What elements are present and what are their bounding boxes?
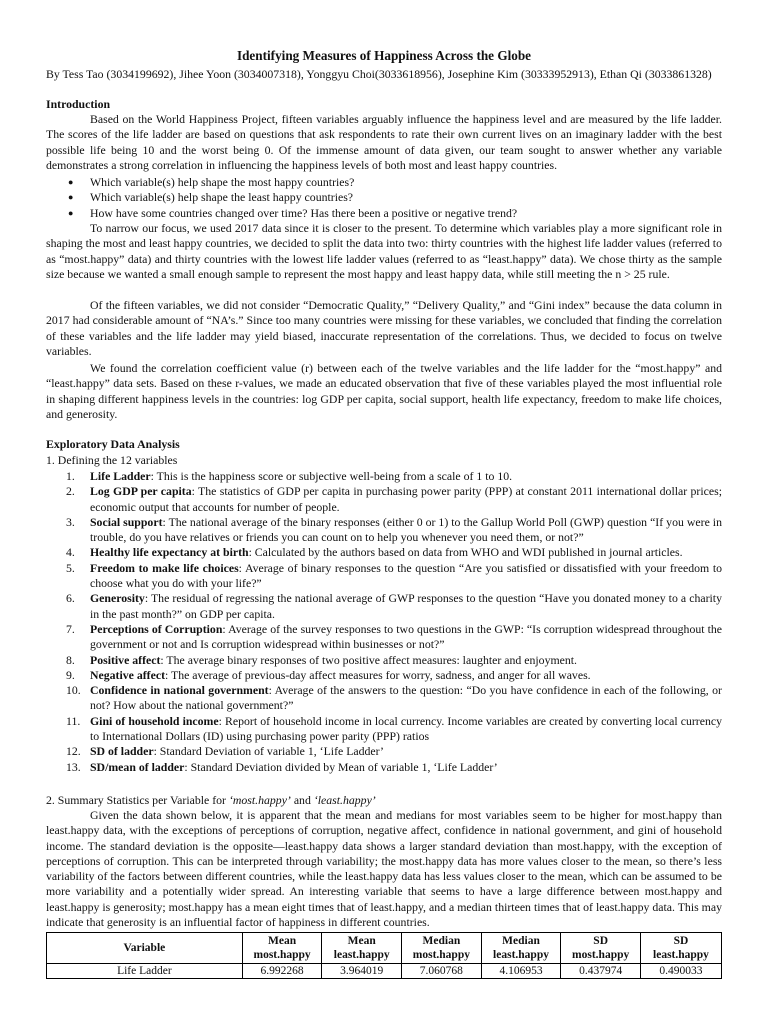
variable-description: : Report of household income in local currency. Income variables are created by converting local currency to International Dollars (ID) using purchasing power parity (PPP) ratios	[90, 713, 723, 744]
list-item	[46, 653, 722, 668]
variable-name: Generosity	[90, 591, 145, 606]
variable-name: Negative affect	[90, 667, 165, 682]
variable-name: Perceptions of Corruption	[90, 621, 223, 636]
intro-paragraph-2: To narrow our focus, we used 2017 data since it is closer to the present. To determine which variables play a more significant role in shaping the most and least happy countries, we decided to split the data into two: thirty countries with the highest life ladder values (referred to as “most.happy” data) and thirty countries with the lowest life ladder values (referred to as “least.happy” data). We chose thirty as the sample size because we wanted a small enough sample to represent the most happy and least happy data, while still meeting the n > 25 rule.	[46, 221, 722, 281]
table-cell: 4.106953	[481, 964, 561, 979]
table-header-median-most: Median most.happy	[402, 933, 482, 964]
variable-name: Social support	[90, 514, 163, 529]
table-header-median-least: Median least.happy	[481, 933, 561, 964]
intro-paragraph-3: Of the fifteen variables, we did not consider “Democratic Quality,” “Delivery Quality,” and “Gini index” because the data column in 2017 had considerable amount of “NA’s.” Since too many countries were missing for these variables, we concluded that finding the correlation of these variables and the life ladder may yield biased, inaccurate representation of the correlations. Thus, we decided to focus on twelve variables.	[46, 298, 722, 358]
list-number: 2.	[66, 484, 75, 499]
summary-statistics-table	[46, 932, 722, 979]
table-header-sd-least: SD least.happy	[640, 933, 721, 964]
list-item	[46, 469, 722, 484]
variable-name: Life Ladder	[90, 469, 151, 483]
variable-name: Log GDP per capita	[90, 484, 192, 499]
list-number: 4.	[66, 545, 75, 560]
list-item: ● Which variable(s) help shape the least happy countries?	[46, 190, 722, 205]
table-row	[47, 964, 722, 979]
variable-description: : The average of previous-day affect measures for worry, sadness, and anger for all waves.	[165, 667, 591, 682]
list-number: 11.	[66, 713, 81, 728]
list-item	[46, 591, 722, 622]
variable-description: : The statistics of GDP per capita in purchasing power parity (PPP) at constant 2011 international dollar prices; economic output that accounts for number of people.	[90, 484, 722, 514]
variable-name: SD/mean of ladder	[90, 759, 185, 774]
intro-paragraph-1: Based on the World Happiness Project, fifteen variables arguably influence the happiness level and are measured by the life ladder. The scores of the life ladder are based on questions that ask respondents to rate their own current lives on an imaginary ladder with the best possible life being 10 and the worst being 0. Of the immense amount of data given, our team sought to answer whether any variable demonstrates a strong correlation in influencing the happiness levels of both most and least happy countries.	[46, 112, 722, 172]
table-cell: 3.964019	[322, 964, 402, 979]
variable-description: : The residual of regressing the national average of GWP responses to the question “Have you donated money to a charity in the past month?” on GDP per capita.	[90, 591, 722, 621]
variable-name: Confidence in national government	[90, 683, 269, 698]
variable-description: : The national average of the binary responses (either 0 or 1) to the Gallup World Poll (GWP) question “If you were in trouble, do you have relatives or friends you can count on to help you whenever you need them, or not?”	[90, 514, 722, 545]
table-header-sd-most: SD most.happy	[561, 933, 641, 964]
table-header-mean-most: Mean most.happy	[242, 933, 322, 964]
list-item	[46, 714, 722, 745]
subheading-and: and	[290, 793, 314, 807]
variable-description: : Average of binary responses to the question “Are you satisfied or dissatisfied with your freedom to choose what you do with your life?”	[90, 560, 722, 591]
list-item	[46, 668, 722, 683]
list-item	[46, 683, 722, 714]
table-header-variable: Variable	[47, 933, 243, 964]
author-line: By Tess Tao (3034199692), Jihee Yoon (3034007318), Yonggyu Choi(3033618956), Josephine Kim (30333952913), Ethan Qi (3033861328)	[46, 67, 712, 81]
list-item	[46, 484, 722, 515]
table-cell: 7.060768	[402, 964, 482, 979]
variable-description: : Average of the survey responses to two questions in the GWP: “Is corruption widespread throughout the government or not and Is corruption widespread within businesses or not?”	[90, 621, 722, 652]
list-item	[46, 561, 722, 592]
intro-heading: Introduction	[46, 97, 111, 111]
variable-name: Gini of household income	[90, 713, 219, 728]
variable-description: : Average of the answers to the question: “Do you have confidence in each of the following, or not? How about the national government?”	[90, 683, 722, 713]
variable-description: : Standard Deviation divided by Mean of variable 1, ‘Life Ladder’	[184, 759, 498, 774]
variable-description: : Calculated by the authors based on data from WHO and WDI published in journal articles.	[248, 545, 683, 560]
eda-subheading-1: 1. Defining the 12 variables	[46, 453, 178, 467]
variable-name: SD of ladder	[90, 744, 154, 759]
subheading-most-happy: ‘most.happy’	[228, 793, 291, 807]
intro-paragraph-4: We found the correlation coefficient value (r) between each of the twelve variables and the life ladder for the “most.happy” and “least.happy” data sets. Based on these r-values, we made an educated observation that five of these variables played the most influential role in shaping different happiness levels in the countries: log GDP per capita, social support, health life expectancy, freedom to make life choices, and generosity.	[46, 361, 722, 421]
list-item	[46, 760, 722, 775]
variable-name: Freedom to make life choices	[90, 560, 239, 575]
list-number: 1.	[66, 469, 75, 483]
table-cell: 0.437974	[561, 964, 641, 979]
page-title: Identifying Measures of Happiness Across the Globe	[236, 48, 532, 63]
list-number: 12.	[66, 744, 81, 759]
variable-name: Positive affect	[90, 652, 161, 667]
summary-paragraph: Given the data shown below, it is apparent that the mean and medians for most variables seem to be higher for most.happy than least.happy data, with the exceptions of perceptions of corruption, negative affect, confidence in national government, and gini of household income. The standard deviation is the opposite—least.happy data shows a larger standard deviation than most.happy, with the exception of perceptions of corruption. This can be interpreted through variability; the most.happy data has more values closer to the mean, so there’s less variability of the factors between different countries, while the least.happy data has less values closer to the mean, which can be assumed to be more variability and a potentially wider spread. An interesting variable that seems to have a large difference between most.happy and least.happy is generosity; most.happy has a mean eight times that of least.happy, and a median thirteen times that of least.happy data. This may indicate that generosity is an influential factor of happiness in different countries.	[46, 808, 722, 930]
table-cell: Life Ladder	[47, 964, 243, 979]
eda-subheading-2	[46, 793, 722, 808]
research-questions-list	[46, 175, 722, 221]
list-item	[46, 545, 722, 560]
variable-name: Healthy life expectancy at birth	[90, 545, 249, 560]
subheading-least-happy: ‘least.happy’	[313, 793, 376, 807]
list-number: 3.	[66, 514, 75, 529]
variable-definitions-list	[46, 469, 722, 775]
list-item	[46, 515, 722, 546]
table-cell: 6.992268	[242, 964, 322, 979]
list-item: ● How have some countries changed over time? Has there been a positive or negative trend?	[46, 206, 722, 221]
table-header-row	[47, 933, 722, 964]
list-item: ● Which variable(s) help shape the most happy countries?	[46, 175, 722, 190]
variable-description: : Standard Deviation of variable 1, ‘Life Ladder’	[153, 744, 384, 759]
list-item	[46, 744, 722, 759]
list-number: 7.	[66, 621, 75, 636]
variable-description: : The average binary responses of two positive affect measures: laughter and enjoyment.	[160, 652, 577, 667]
list-number: 5.	[66, 560, 75, 575]
table-header-mean-least: Mean least.happy	[322, 933, 402, 964]
list-number: 9.	[66, 667, 75, 682]
variable-description: : This is the happiness score or subjective well-being from a scale of 1 to 10.	[150, 469, 513, 483]
subheading-prefix: 2. Summary Statistics per Variable for	[46, 793, 229, 807]
list-number: 6.	[66, 591, 75, 606]
list-number: 8.	[66, 652, 75, 667]
list-number: 10.	[66, 683, 81, 698]
list-item	[46, 622, 722, 653]
eda-heading: Exploratory Data Analysis	[46, 437, 180, 451]
table-cell: 0.490033	[640, 964, 721, 979]
list-number: 13.	[66, 759, 81, 774]
